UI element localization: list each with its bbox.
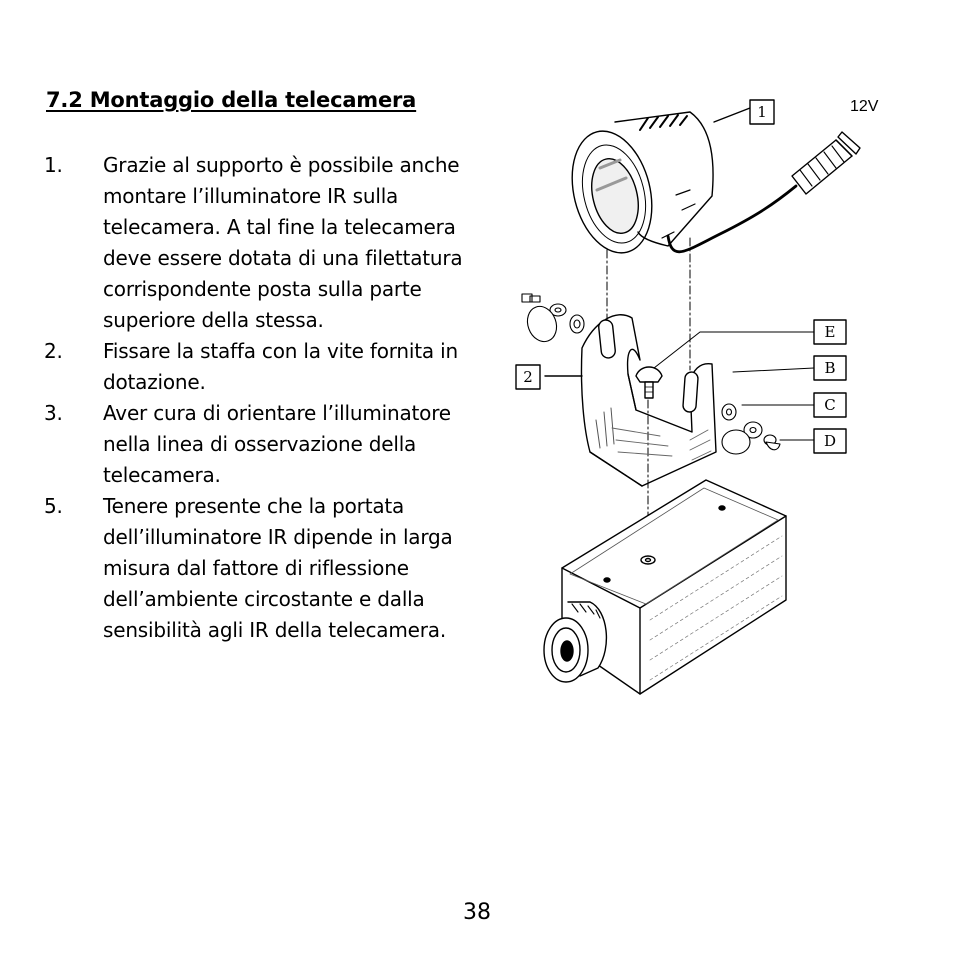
- callout-label-2: 2: [523, 368, 533, 386]
- mounting-screw: [636, 367, 662, 398]
- ir-illuminator: [560, 108, 860, 261]
- callout-label-e: E: [824, 323, 836, 341]
- callout-label-b: B: [824, 359, 836, 377]
- step-number: 5.: [44, 494, 63, 518]
- step-number: 1.: [44, 153, 63, 177]
- section-heading: 7.2 Montaggio della telecamera: [46, 88, 417, 112]
- camera-lens: [544, 602, 606, 682]
- hardware-left: [522, 294, 584, 346]
- step-text: Grazie al supporto è possibile anche montare l’illuminatore IR sulla telecamera. A tal fine la telecamera deve essere dotata di una filettatura corrispondente posta sulla parte superiore della stessa.: [103, 153, 463, 332]
- step-text: Fissare la staffa con la vite fornita in dotazione.: [103, 339, 458, 394]
- callout-label-1: 1: [757, 103, 767, 121]
- step-text: Tenere presente che la portata dell’illuminatore IR dipende in larga misura dal fattore di riflessione dell’ambiente circostante e dalla sensibilità agli IR della telecamera.: [103, 494, 453, 642]
- page-number: 38: [463, 900, 491, 925]
- callout-label-d: D: [823, 432, 837, 450]
- hardware-right: [722, 404, 780, 454]
- callout-label-c: C: [824, 396, 836, 414]
- voltage-label: 12V: [850, 98, 879, 115]
- callout-leaders: [654, 332, 814, 440]
- step-number: 3.: [44, 401, 63, 425]
- step-text: Aver cura di orientare l’illuminatore nella linea di osservazione della telecamera.: [103, 401, 451, 487]
- step-number: 2.: [44, 339, 63, 363]
